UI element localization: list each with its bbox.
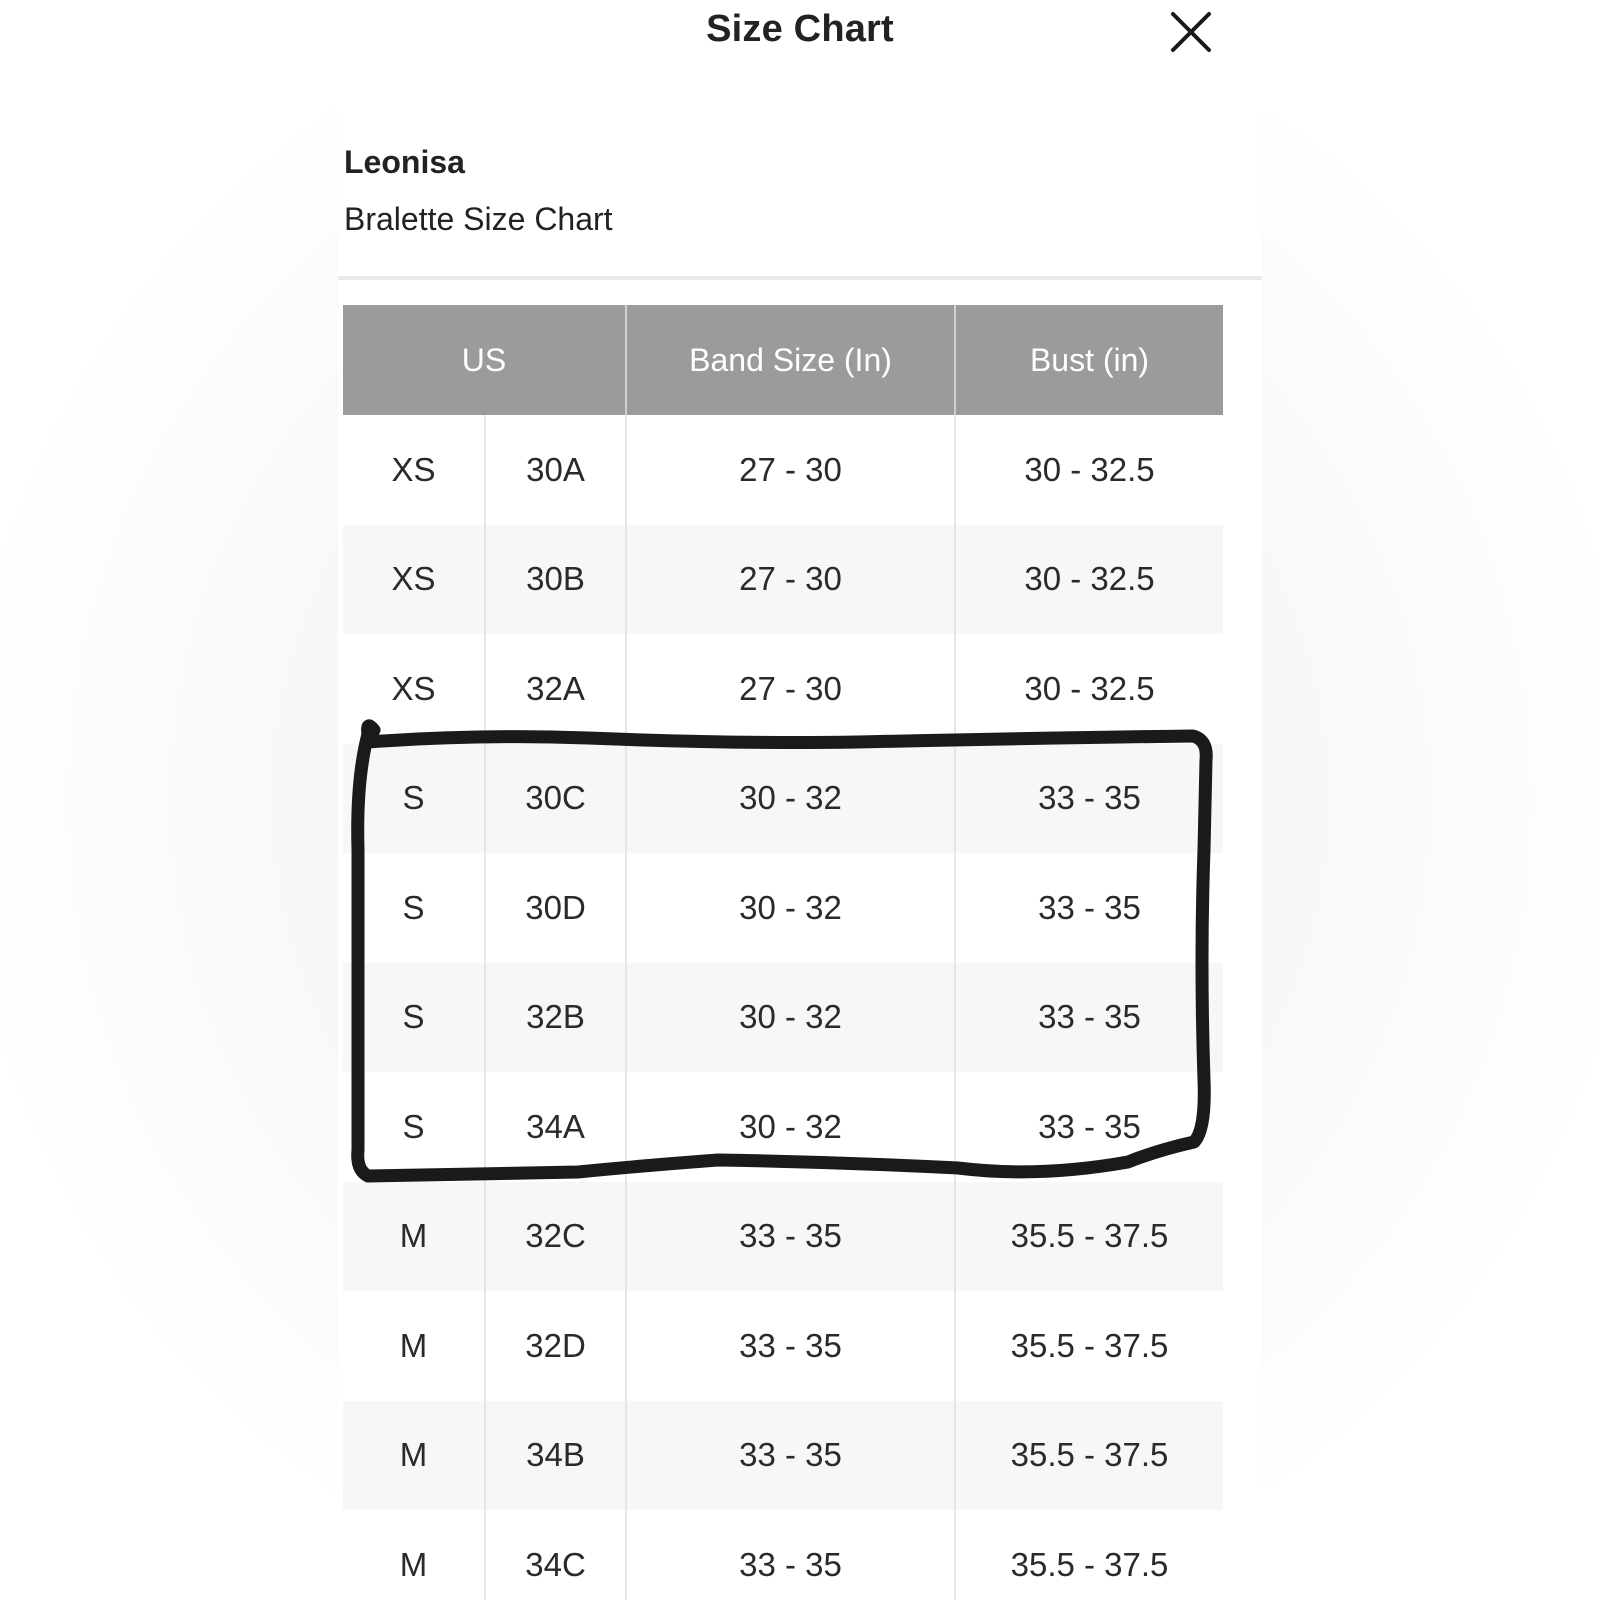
- cell-us-size: 34A: [485, 1072, 626, 1182]
- cell-band-size: 33 - 35: [626, 1291, 955, 1401]
- cell-bust: 35.5 - 37.5: [955, 1401, 1223, 1511]
- cell-us-size: 32B: [485, 963, 626, 1073]
- cell-bust: 33 - 35: [1038, 888, 1141, 926]
- table-row: [343, 963, 1223, 1073]
- cell-us-size: 30C: [485, 744, 626, 854]
- cell-letter-size: S: [343, 963, 485, 1073]
- cell-band-size: 33 - 35: [626, 1401, 955, 1511]
- cell-letter-size: XS: [343, 634, 485, 744]
- cell-us-size: 34B: [485, 1401, 626, 1511]
- table-row: [343, 744, 1223, 854]
- cell-us-size: 32C: [485, 1182, 626, 1292]
- table-row: [343, 1510, 1223, 1600]
- cell-band-size: 33 - 35: [626, 1182, 955, 1292]
- header-bust: Bust (in): [955, 305, 1223, 415]
- cell-us-size: 34C: [485, 1510, 626, 1600]
- cell-bust: 33 - 35: [955, 963, 1223, 1073]
- table-row: [343, 1401, 1223, 1511]
- brand-name: Leonisa: [344, 144, 465, 180]
- cell-letter-size: M: [343, 1182, 485, 1292]
- modal-title: Size Chart: [706, 8, 894, 50]
- cell-band-size: 33 - 35: [626, 1510, 955, 1600]
- chart-subtitle: Bralette Size Chart: [344, 201, 613, 237]
- table-row: [343, 853, 1223, 963]
- cell-us-size: 32A: [485, 634, 626, 744]
- table-header-row: [343, 305, 1223, 415]
- cell-band-size: 30 - 32: [626, 744, 955, 854]
- header-band-size: Band Size (In): [626, 305, 955, 415]
- size-chart-modal: [338, 0, 1262, 1600]
- cell-band-size: 30 - 32: [626, 963, 955, 1073]
- cell-bust: 30 - 32.5: [1024, 669, 1155, 707]
- cell-us-size: 32D: [485, 1291, 626, 1401]
- cell-letter-size: XS: [343, 525, 485, 635]
- cell-letter-size: M: [343, 1291, 485, 1401]
- cell-band-size: 27 - 30: [626, 415, 955, 525]
- cell-us-size: 30B: [485, 525, 626, 635]
- cell-bust: 35.5 - 37.5: [1010, 1326, 1169, 1364]
- size-table: [343, 305, 1223, 1600]
- cell-letter-size: S: [343, 853, 485, 963]
- header-us: US: [343, 305, 626, 415]
- table-row: [343, 1182, 1223, 1292]
- cell-letter-size: S: [343, 744, 485, 854]
- table-row: [343, 525, 1223, 635]
- table-row: [343, 634, 1223, 744]
- cell-letter-size: M: [343, 1510, 485, 1600]
- section-divider: [338, 276, 1262, 280]
- cell-band-size: 30 - 32: [626, 853, 955, 963]
- close-icon: [1169, 10, 1213, 54]
- cell-us-size: 30D: [485, 853, 626, 963]
- cell-us-size: 30A: [485, 415, 626, 525]
- cell-letter-size: XS: [343, 415, 485, 525]
- cell-letter-size: S: [343, 1072, 485, 1182]
- cell-bust: 35.5 - 37.5: [955, 1182, 1223, 1292]
- cell-bust: 33 - 35: [1038, 1107, 1141, 1145]
- cell-bust: 30 - 32.5: [1024, 450, 1155, 488]
- cell-letter-size: M: [343, 1401, 485, 1511]
- close-button[interactable]: [1169, 10, 1213, 54]
- table-row: [343, 415, 1223, 525]
- cell-band-size: 27 - 30: [626, 634, 955, 744]
- cell-bust: 35.5 - 37.5: [1010, 1545, 1169, 1583]
- cell-band-size: 30 - 32: [626, 1072, 955, 1182]
- table-row: [343, 1072, 1223, 1182]
- table-row: [343, 1291, 1223, 1401]
- cell-band-size: 27 - 30: [626, 525, 955, 635]
- cell-bust: 33 - 35: [955, 744, 1223, 854]
- cell-bust: 30 - 32.5: [955, 525, 1223, 635]
